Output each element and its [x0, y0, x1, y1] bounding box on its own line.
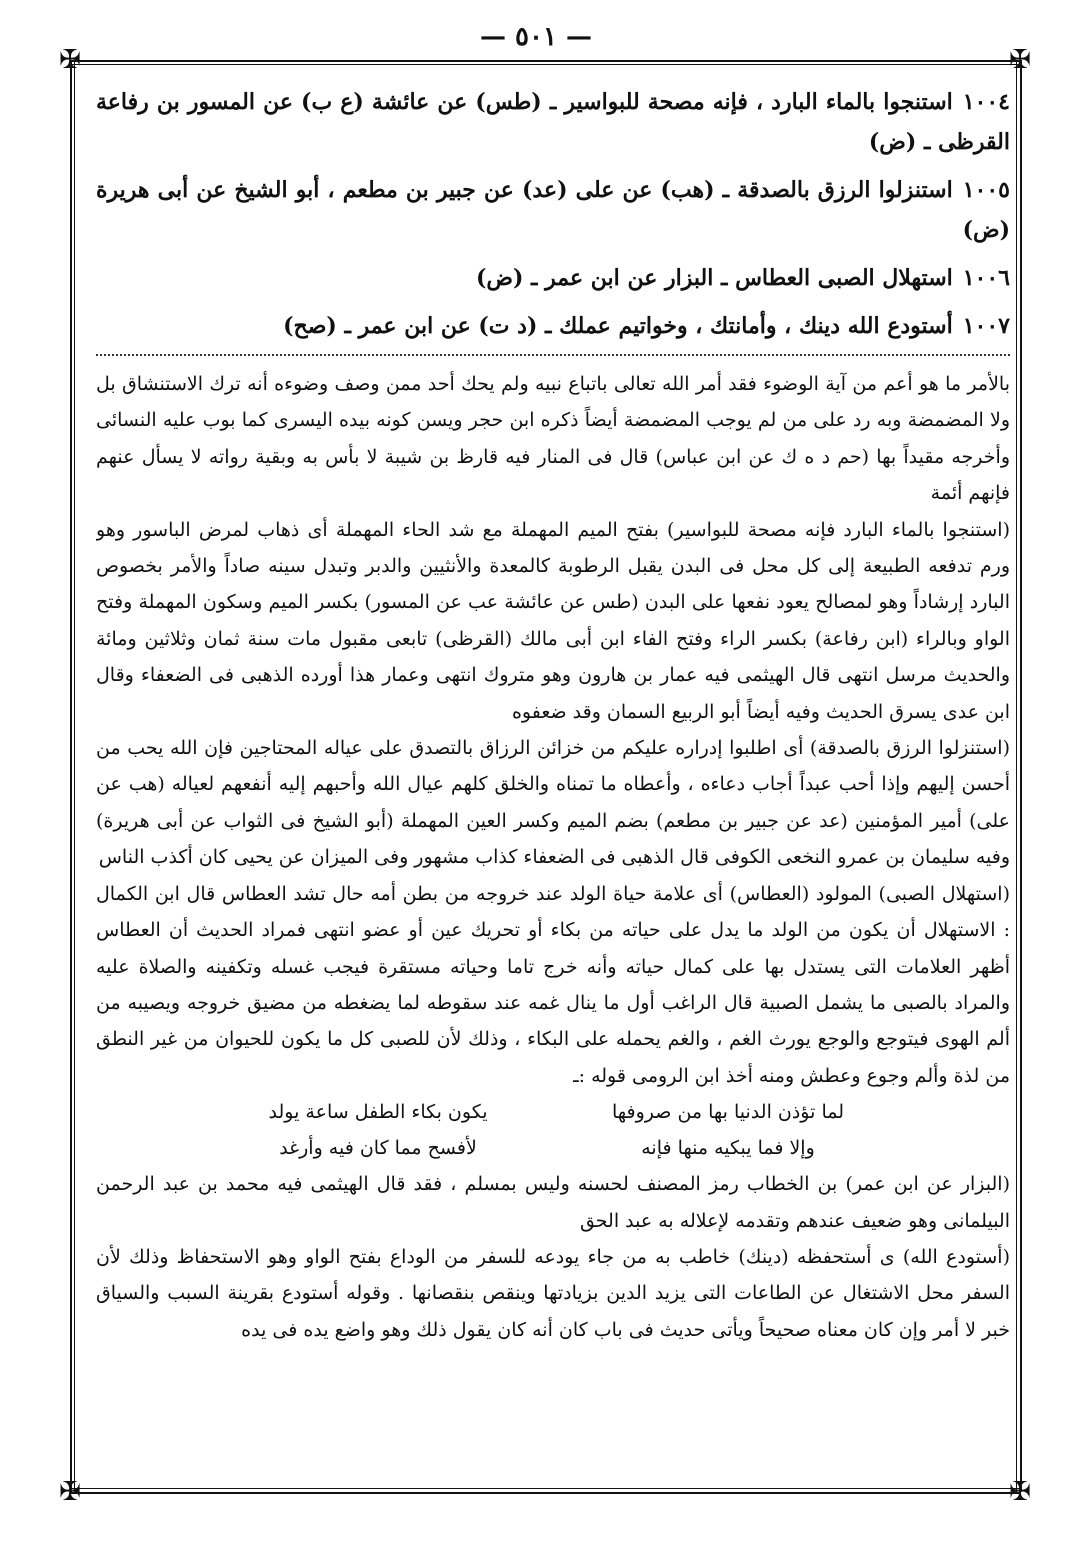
frame-right-inner-border — [1016, 60, 1017, 1492]
hadith-entry — [96, 82, 1010, 162]
frame-bottom-border — [70, 1492, 1020, 1494]
verse-hemistich: وإلا فما يبكيه منها فإنه — [641, 1137, 815, 1160]
commentary-paragraph: (البزار عن ابن عمر) بن الخطاب رمز المصنف لحسنه وليس بمسلم ، فقد قال الهيثمى فيه محمد بن عبد الرحمن البيلمانى وهو ضعيف عندهم وتقدمه لإعلاله به عبد الحق — [96, 1173, 1010, 1232]
hadith-text: استهلال الصبى العطاس ـ البزار عن ابن عمر ـ (ض) — [475, 265, 953, 291]
hadith-number: ١٠٠٧ — [962, 313, 1010, 339]
commentary-paragraph: (استنجوا بالماء البارد فإنه مصحة للبواسير) بفتح الميم المهملة مع شد الحاء المهملة أى ذهاب لمرض الباسور وهو ورم تدفعه الطبيعة إلى كل محل فى البدن يقبل الرطوبة كالمعدة والأنثيين والدبر وتبدل سينه صاداً والأمر بخصوص البارد إرشاداً وهو لمصالح يعود نفعها على البدن (طس عن عائشة عب عن المسور) بكسر الميم وسكون المهملة وفتح الواو وبالراء (ابن رفاعة) بكسر الراء وفتح الفاء ابن أبى مالك (القرظى) تابعى مقبول مات سنة ثمان وثلاثين ومائة والحديث مرسل انتهى قال الهيثمى فيه عمار بن هارون وهو متروك انتهى وعمار هذا أورده الذهبى فى الضعفاء وقال ابن عدى يسرق الحديث وفيه أيضاً أبو الربيع السمان وقد ضعفوه — [96, 518, 1010, 723]
hadith-text: استنجوا بالماء البارد ، فإنه مصحة للبواسير ـ (طس) عن عائشة (ع ب) عن المسور بن رفاعة القرظى ـ (ض) — [96, 89, 1010, 155]
verse-hemistich: لأفسح مما كان فيه وأرغد — [279, 1137, 477, 1160]
hadith-number: ١٠٠٥ — [962, 177, 1010, 203]
hadith-number: ١٠٠٤ — [962, 89, 1010, 115]
hadith-entry — [96, 258, 1010, 298]
hadith-text: أستودع الله دينك ، وأمانتك ، وخواتيم عملك ـ (د ت) عن ابن عمر ـ (صح) — [283, 313, 953, 339]
commentary-paragraph: بالأمر ما هو أعم من آية الوضوء فقد أمر الله تعالى باتباع نبيه ولم يحك أحد ممن وصف وضوءه أنه ترك الاستنشاق بل ولا المضمضة وبه رد على من لم يوجب المضمضة أيضاً ذكره ابن حجر ويسن كونه بيده اليسرى كما بوب عليه النسائى وأخرجه مقيداً بها (حم د ه ك عن ابن عباس) قال فى المنار فيه قارظ بن شيبة لا بأس به وبقية رواته لا يسأل عنهم فإنهم أئمة — [96, 373, 1010, 505]
frame-top-border — [70, 60, 1020, 62]
section-divider — [96, 354, 1010, 356]
corner-ornament-icon: ✠ — [59, 45, 81, 75]
hadith-entry — [96, 306, 1010, 346]
commentary-paragraph: (أستودع الله) ى أستحفظه (دينك) خاطب به من جاء يودعه للسفر من الوداع بفتح الواو وهو الاستحفاظ وذلك لأن السفر محل الاشتغال عن الطاعات التى يزيد الدين بزيادتها وينقص بنقصانها . وقوله أستودع بقرينة السبب والسياق خبر لا أمر وإن كان معناه صحيحاً ويأتى حديث فى باب كان أنه كان يقول ذلك وهو واضع يده فى يده — [96, 1245, 1010, 1341]
commentary-paragraph: (استهلال الصبى) المولود (العطاس) أى علامة حياة الولد عند خروجه من بطن أمه حال تشد العطاس قال ابن الكمال : الاستهلال أن يكون من الولد ما يدل على حياته من بكاء أو تحريك عين أو عضو انتهى فمراد الحديث أن العطاس أظهر العلامات التى يستدل بها على كمال حياته وأنه خرج تاما وحياته مستقرة فيجب غسله وتكفينه والصلاة عليه والمراد بالصبى ما يشمل الصبية قال الراغب أول ما ينال غمه عند سقوطه لما يضغطه من مضيق خروجه ويصيبه من ألم الهوى فيتوجع والوجع يورث الغم ، والغم يحمله على البكاء ، وذلك لأن للصبى كل ما يكون للحيوان من غير النطق من لذة وألم وجوع وعطش ومنه أخذ ابن الرومى قوله :ـ — [96, 882, 1010, 1087]
verse-hemistich: يكون بكاء الطفل ساعة يولد — [268, 1101, 488, 1124]
frame-left-inner-border — [74, 60, 75, 1492]
commentary-paragraph: (استنزلوا الرزق بالصدقة) أى اطلبوا إدراره عليكم من خزائن الرزاق بالتصدق على عياله المحتاجين فإن الله يحب من أحسن إليهم وإذا أحب عبداً أجاب دعاءه ، وأعطاه ما تمناه والخلق كلهم عيال الله وأحبهم إليه أنفعهم لعياله (هب عن على) أمير المؤمنين (عد عن جبير بن مطعم) بضم الميم وكسر العين المهملة (أبو الشيخ فى الثواب عن أبى هريرة) وفيه سليمان بن عمرو النخعى الكوفى قال الذهبى فى الضعفاء كذاب مشهور وفى الميزان عن يحيى كان أكذب الناس — [96, 737, 1010, 869]
frame-top-inner-border — [70, 64, 1020, 65]
frame-right-border — [1020, 60, 1022, 1492]
poem-verse — [96, 1094, 1010, 1130]
page-content — [96, 82, 1010, 1492]
corner-ornament-icon: ✠ — [59, 1477, 81, 1507]
hadith-number: ١٠٠٦ — [962, 265, 1010, 291]
poem-verse — [96, 1130, 1010, 1166]
frame-left-border — [70, 60, 72, 1492]
hadith-entry — [96, 170, 1010, 250]
page-number: — ٥٠١ — — [479, 22, 593, 52]
verse-hemistich: لما تؤذن الدنيا بها من صروفها — [611, 1101, 845, 1124]
corner-ornament-icon: ✠ — [1009, 1477, 1031, 1507]
corner-ornament-icon: ✠ — [1009, 45, 1031, 75]
hadith-text: استنزلوا الرزق بالصدقة ـ (هب) عن على (عد) عن جبير بن مطعم ، أبو الشيخ عن أبى هريرة (ض) — [96, 177, 1010, 243]
